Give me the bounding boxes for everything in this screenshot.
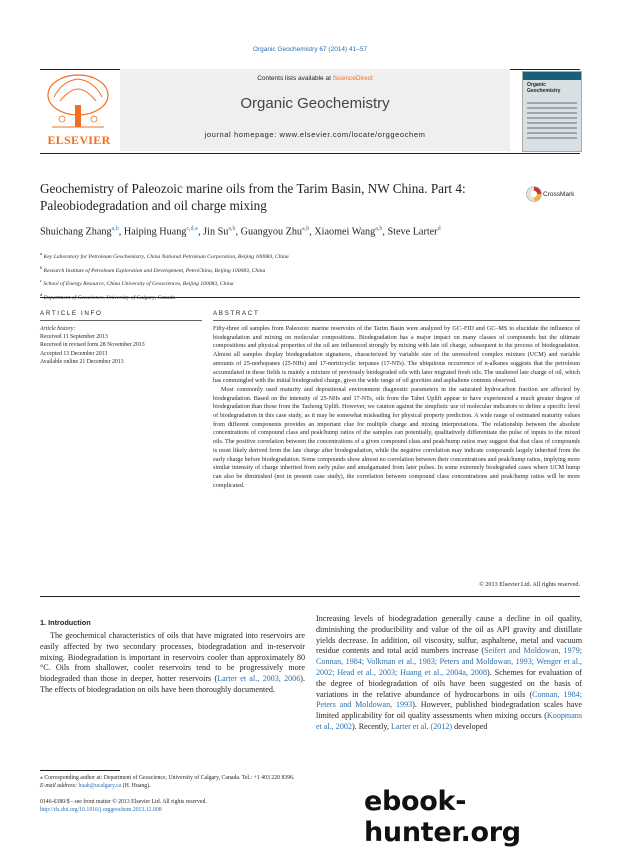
issn-line: 0146-6380/$ - see front matter © 2013 Elsevier Ltd. All rights reserved.: [40, 799, 207, 805]
citation-link[interactable]: Connan, 1984; Peters and Moldowan, 1993: [316, 689, 582, 710]
doi-link[interactable]: http://dx.doi.org/10.1016/j.orggeochem.2013.12.008: [40, 807, 162, 814]
affiliations: [40, 249, 600, 304]
author-name[interactable]: Steve Larter: [387, 226, 438, 238]
corresponding-author: ⁎ Corresponding author at: Department of Geoscience, University of Calgary, Canada. Tel.: +1 403 220 8396.: [40, 775, 295, 781]
author-affil-sup[interactable]: c,d,⁎: [186, 226, 199, 232]
crossmark-icon[interactable]: [526, 186, 542, 202]
history-item: Available online 21 December 2013: [40, 358, 124, 365]
section-heading-introduction: 1. Introduction: [40, 618, 91, 627]
intro-column-right: [316, 614, 582, 733]
citation-link[interactable]: Larter et al., 2003, 2006: [217, 674, 301, 684]
history-label: Article history:: [40, 326, 76, 332]
abstract-body: [213, 325, 580, 490]
elsevier-wordmark[interactable]: ELSEVIER: [47, 133, 111, 147]
divider: [213, 320, 580, 321]
citation-link[interactable]: Seifert and Moldowan, 1979; Connan, 1984; Volkman et al., 1983; Peters and Moldowan, 1993; Wenger et al., 2002; Head et al., 2003; Huang et al., 2004a, 2008: [316, 646, 582, 677]
intro-paragraph: The geochemical characteristics of oils that have migrated into reservoirs are easily affected by two secondary processes, biodegradation and in-reservoir mixing. Biodegradation is important in reservoirs cooler than approximately 80 °C. Oils from shallower, cooler reservoirs tend to be progressively more biodegraded than those in deeper, hotter reservoirs (Larter et al., 2003, 2006). The effects of biodegradation on oils have been thoroughly documented.: [40, 631, 306, 694]
affiliation-line: $^b$ Research Institute of Petroleum Exploration and Development, PetroChina, Beijing 100083, China: [40, 264, 266, 274]
divider: [40, 320, 202, 321]
footnote-divider: [40, 770, 120, 771]
author-affil-sup[interactable]: a,b: [228, 226, 236, 232]
divider: [40, 297, 580, 298]
journal-title: Organic Geochemistry: [240, 95, 390, 112]
issn-block: [40, 798, 340, 814]
contents-prefix: Contents lists available at: [257, 75, 333, 82]
divider: [40, 596, 580, 597]
author-name[interactable]: Xiaomei Wang: [314, 226, 376, 238]
intro-paragraph: Increasing levels of biodegradation generally cause a decline in oil quality, diminishing the producibility and value of the oil as API gravity and distillate yields decrease. In addition, oil viscosity, sulfur, asphaltene, metal and vacuum residue contents and total acid numbers increase (Seifert and Moldowan, 1979; Connan, 1984; Volkman et al., 1983; Peters and Moldowan, 1993; Wenger et al., 2002; Head et al., 2003; Huang et al., 2004a, 2008). Schemes for evaluation of the degree of biodegradation of oils have been suggested on the basis of variations in the relative abundance of hydrocarbons in oils (Connan, 1984; Peters and Moldowan, 1993). However, published biodegradation scales have limited applicability for oil quality assessments when mixing occurs (Koopmans et al., 2002). Recently, Larter et al. (2012) developed: [316, 614, 582, 731]
abstract-heading: ABSTRACT: [213, 310, 260, 317]
email-line: E-mail address: huah@ucalgary.ca (H. Huang).: [40, 783, 151, 790]
citation-link[interactable]: Larter et al. (2012): [391, 721, 453, 731]
author-affil-sup[interactable]: a,b: [111, 226, 119, 232]
contents-line: [120, 75, 510, 82]
watermark-text: ebook-hunter.org: [364, 786, 521, 848]
affiliation-line: $^a$ Key Laboratory for Petroleum Geochemistry, China National Petroleum Corporation, Beijing 100083, China: [40, 251, 289, 260]
journal-homepage[interactable]: journal homepage: www.elsevier.com/locate/orggeochem: [204, 130, 426, 139]
journal-cover-thumbnail: [522, 71, 582, 152]
email-link[interactable]: huah@ucalgary.ca: [78, 783, 122, 790]
abstract-paragraph: Fifty-three oil samples from Paleozoic marine reservoirs of the Tarim Basin were analyzed by GC–FID and GC–MS to elucidate the influence of biodegradation and mixing on molecular compositions. Biodegradation has a major impact on many classes of compounds but the ultimate compositions and physical properties of the oil are influenced strongly by mixing with late oil charge, subsequent to the process of biodegradation. Almost all samples display biodegradation signatures, characterized by variable size of the unresolved complex mixture (UCM) and variable amounts of 25-norhopanes (25-NHs) and 17-nortricyclic terpanes (17-NTs). The ubiquitous occurrence of n-alkanes suggests that the petroleum accumulated in these fields is mainly a mixture of previously biodegraded oils with later migrated fresh oils. The unaltered late charge of oil, which has commingled with the initial biodegraded charge, gives the wide range of oil gravities and asphaltene contents observed.: [213, 326, 580, 385]
cover-band: [523, 72, 581, 80]
article-history: [40, 325, 202, 366]
author-affil-sup[interactable]: a,b: [375, 226, 383, 232]
author-affil-sup[interactable]: d: [437, 226, 441, 232]
cover-lines: [527, 102, 577, 142]
author-name[interactable]: Jin Su: [203, 226, 229, 238]
article-info-heading: ARTICLE INFO: [40, 310, 103, 317]
article-title: Geochemistry of Paleozoic marine oils from the Tarim Basin, NW China. Part 4: Paleobiodegradation and oil charge mixing: [40, 181, 466, 213]
author-name[interactable]: Shuichang Zhang: [40, 226, 112, 238]
corresponding-author-footnote: [40, 774, 305, 790]
citation-link[interactable]: Koopmans et al., 2002: [316, 711, 582, 731]
author-name[interactable]: Guangyou Zhu: [240, 226, 303, 238]
intro-column-left: [40, 631, 305, 696]
copyright-notice: © 2013 Elsevier Ltd. All rights reserved.: [479, 581, 580, 588]
crossmark-label[interactable]: CrossMark: [543, 191, 575, 198]
history-item: Received in revised form 28 November 2013: [40, 342, 145, 349]
author-name[interactable]: Haiping Huang: [123, 226, 187, 238]
author-list: Shuichang Zhang$^{a,b}$, Haiping Huang$^{c,d,⁎}$, Jin Su$^{a,b}$, Guangyou Zhu$^{a,b}$, Xiaomei Wang$^{a,b}$, Steve Larter$^d$: [40, 226, 441, 238]
history-item: Received 11 September 2013: [40, 334, 108, 341]
abstract-paragraph: Most commonly used maturity and depositional environment diagnostic parameters in the saturated hydrocarbon fraction are affected by biodegradation. Based on the intensity of 25-NHs and 17-NTs, oils from the Tabei Uplift appear to have experienced a much greater degree of biodegradation than those from the Tazhong Uplift. However, we caution against the simplistic use of molecular indicators to define a specific level of biodegradation in this case study, as it may be somewhat misleading for physical property prediction. A wide range of estimated maturity values from different components provides an important clue for multiple charge and mixing interpretations. The relationship between the absolute concentrations of compound class and peak/hump ratios of the samples can potentially, qualitatively differentiate the pulse of inputs to the mixed oils. The positive correlation between the concentrations of a given compound class and peak/hump ratios may suggest that that class of compounds is most likely derived from the late charge after biodegradation, while the negative correlation may indicate compounds largely inherited from the early charge before biodegradation. Some compounds show almost no correlation between their concentrations and peak/hump ratios, implying more similar intensity of charge inherited from early pulse and amalgamated from later pulses. In some extremely biodegraded cases where UCM hump can also be diminished (not in present case study), the correlation between compound class concentrations and peak/hump ratios will be more complicated.: [213, 386, 580, 489]
author-affil-sup[interactable]: a,b: [302, 226, 310, 232]
sciencedirect-link[interactable]: ScienceDirect: [332, 75, 373, 82]
journal-citation[interactable]: Organic Geochemistry 67 (2014) 41–57: [252, 46, 368, 53]
affiliation-line: $^d$ Department of Geoscience, University of Calgary, Canada: [40, 291, 176, 301]
history-item: Accepted 13 December 2013: [40, 350, 108, 357]
affiliation-line: $^c$ School of Energy Resource, China University of Geosciences, Beijing 100083, China: [40, 278, 234, 288]
cover-title: Organic Geochemistry: [527, 82, 561, 94]
